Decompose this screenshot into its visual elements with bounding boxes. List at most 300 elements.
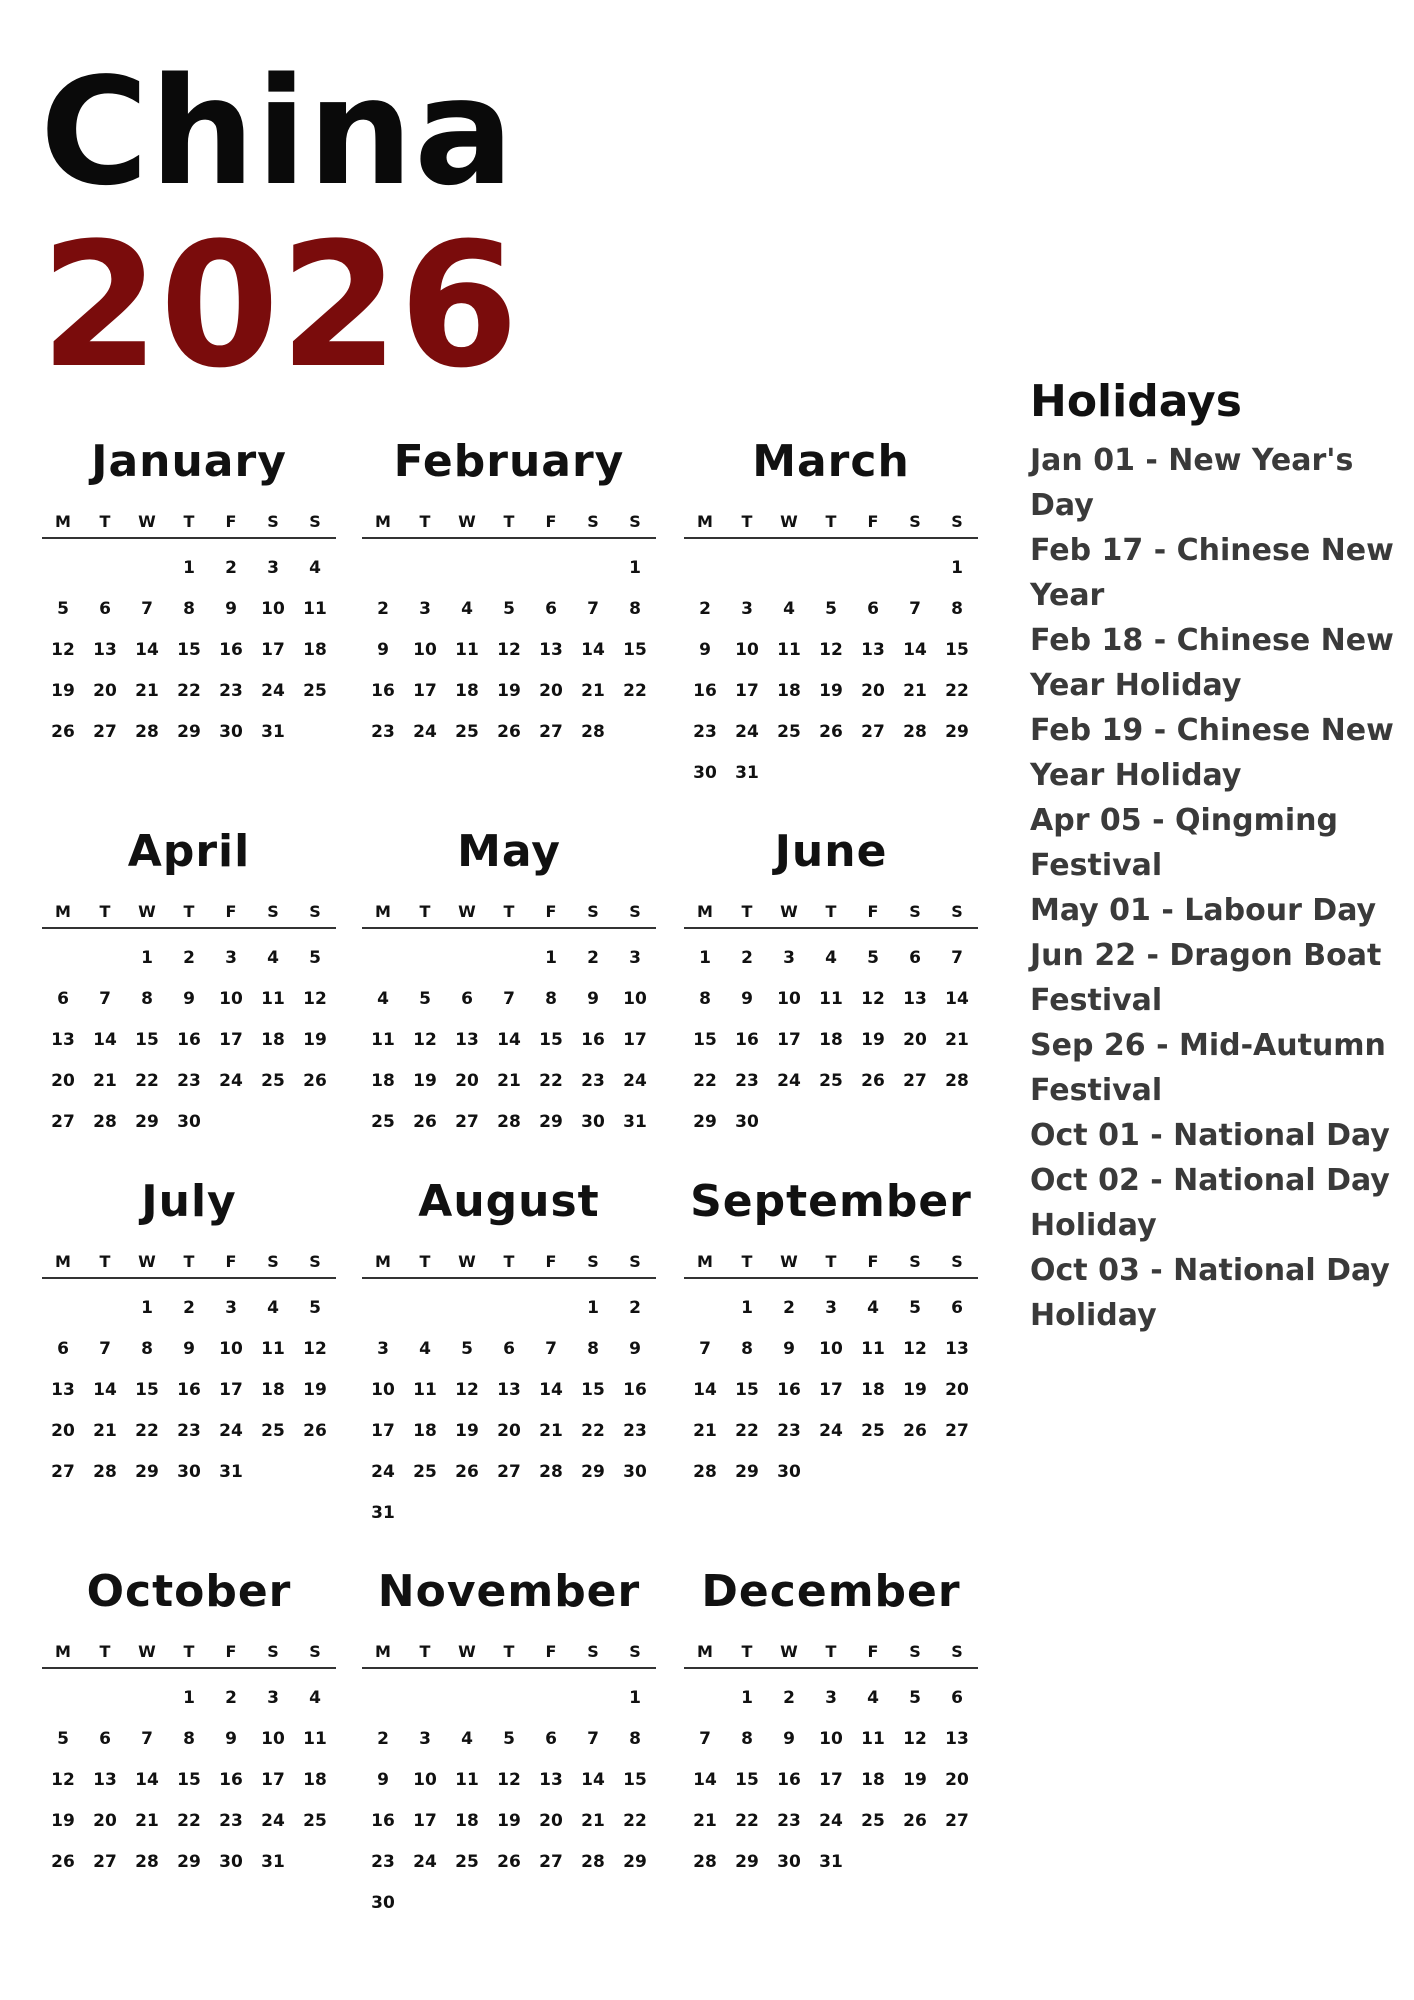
empty-day-cell [726,547,768,588]
day-cell: 1 [141,947,153,968]
day-cell: 21 [693,1420,717,1441]
day-cell: 4 [461,1728,473,1749]
month-name: November [377,1566,641,1617]
empty-day-cell [404,547,446,588]
day-cell: 25 [455,721,479,742]
day-cell: 1 [587,1297,599,1318]
day-cell: 17 [623,1029,647,1050]
day-cell: 12 [51,639,75,660]
weekday-label: S [951,512,963,531]
day-cell: 8 [741,1338,753,1359]
day-cell: 18 [819,1029,843,1050]
day-cell: 15 [539,1029,563,1050]
day-cell: 12 [819,639,843,660]
day-cell: 13 [497,1379,521,1400]
day-cell: 29 [581,1461,605,1482]
day-cell: 27 [93,721,117,742]
weekday-label: T [741,1252,753,1271]
day-cell: 9 [377,1769,389,1790]
day-cell: 27 [945,1810,969,1831]
day-cell: 24 [413,1851,437,1872]
day-cell: 15 [177,1769,201,1790]
day-cell: 11 [861,1338,885,1359]
day-cell: 26 [903,1420,927,1441]
day-cell: 6 [99,598,111,619]
day-cell: 23 [371,1851,395,1872]
day-cell: 22 [135,1070,159,1091]
day-cell: 30 [735,1111,759,1132]
weekday-label: T [99,1642,111,1661]
weekday-label: F [225,1642,237,1661]
day-cell: 5 [309,947,321,968]
month-name: September [690,1176,972,1227]
empty-day-cell [572,1677,614,1718]
day-cell: 17 [219,1379,243,1400]
day-cell: 4 [377,988,389,1009]
day-cell: 5 [909,1687,921,1708]
day-cell: 3 [377,1338,389,1359]
day-cell: 17 [735,680,759,701]
day-cell: 12 [903,1338,927,1359]
day-cell: 18 [455,1810,479,1831]
day-cell: 15 [735,1379,759,1400]
day-cell: 12 [903,1728,927,1749]
day-cell: 1 [183,1687,195,1708]
weekday-label: S [951,1252,963,1271]
day-cell: 20 [497,1420,521,1441]
weekday-label: S [587,1252,599,1271]
day-cell: 25 [261,1420,285,1441]
weekday-label: F [545,1252,557,1271]
weekday-label: T [503,512,515,531]
empty-day-cell [42,1677,84,1718]
day-cell: 17 [413,680,437,701]
empty-day-cell [684,547,726,588]
day-cell: 22 [735,1420,759,1441]
day-cell: 20 [93,1810,117,1831]
day-cell: 23 [777,1420,801,1441]
day-cell: 13 [539,639,563,660]
empty-day-cell [404,1677,446,1718]
day-cell: 3 [225,947,237,968]
day-grid [684,937,978,1142]
empty-day-cell [84,1677,126,1718]
day-cell: 3 [419,598,431,619]
day-cell: 15 [735,1769,759,1790]
month-april [42,826,336,1142]
day-cell: 17 [777,1029,801,1050]
day-cell: 23 [177,1420,201,1441]
day-cell: 8 [629,598,641,619]
day-cell: 25 [777,721,801,742]
day-cell: 25 [861,1420,885,1441]
day-cell: 25 [303,680,327,701]
day-cell: 1 [951,557,963,578]
month-march [684,436,978,793]
day-cell: 25 [819,1070,843,1091]
weekday-label: F [867,1642,879,1661]
day-cell: 26 [497,721,521,742]
day-cell: 29 [177,1851,201,1872]
day-cell: 3 [419,1728,431,1749]
day-grid [42,1287,336,1492]
day-cell: 1 [741,1687,753,1708]
day-cell: 21 [93,1420,117,1441]
day-cell: 20 [51,1420,75,1441]
month-november [362,1566,656,1923]
day-cell: 2 [699,598,711,619]
weekday-label: S [309,1252,321,1271]
weekday-label: T [741,902,753,921]
day-cell: 3 [629,947,641,968]
day-cell: 3 [741,598,753,619]
empty-day-cell [684,1677,726,1718]
day-cell: 8 [587,1338,599,1359]
weekday-label: S [267,1642,279,1661]
day-cell: 4 [867,1297,879,1318]
day-cell: 7 [909,598,921,619]
weekday-label: S [587,1642,599,1661]
day-cell: 4 [309,1687,321,1708]
day-cell: 3 [225,1297,237,1318]
empty-day-cell [42,1287,84,1328]
day-cell: 27 [51,1461,75,1482]
day-cell: 19 [455,1420,479,1441]
day-cell: 14 [497,1029,521,1050]
day-cell: 12 [497,1769,521,1790]
day-cell: 31 [819,1851,843,1872]
day-cell: 11 [261,988,285,1009]
holidays-panel [1030,376,1400,1338]
weekday-label: S [629,902,641,921]
day-cell: 26 [303,1070,327,1091]
day-cell: 10 [371,1379,395,1400]
day-cell: 11 [819,988,843,1009]
day-cell: 14 [693,1769,717,1790]
empty-day-cell [126,1677,168,1718]
day-cell: 4 [309,557,321,578]
day-cell: 19 [903,1769,927,1790]
weekday-label: W [138,512,156,531]
day-grid [684,1287,978,1492]
weekday-label: T [183,902,195,921]
weekday-label: S [267,902,279,921]
day-cell: 27 [539,721,563,742]
day-cell: 24 [219,1420,243,1441]
empty-day-cell [362,1677,404,1718]
day-cell: 3 [825,1687,837,1708]
day-cell: 17 [261,1769,285,1790]
day-cell: 30 [177,1461,201,1482]
weekday-label: W [458,1642,476,1661]
weekday-label: W [458,512,476,531]
weekday-label: T [825,1252,837,1271]
day-cell: 4 [825,947,837,968]
day-cell: 2 [183,1297,195,1318]
day-cell: 2 [225,557,237,578]
day-cell: 31 [371,1502,395,1523]
day-cell: 1 [629,1687,641,1708]
day-grid [42,547,336,752]
day-cell: 28 [581,721,605,742]
day-cell: 22 [735,1810,759,1831]
weekday-label: T [183,1252,195,1271]
day-cell: 10 [777,988,801,1009]
day-cell: 7 [99,1338,111,1359]
day-cell: 2 [377,1728,389,1749]
day-cell: 13 [93,1769,117,1790]
day-cell: 10 [261,598,285,619]
day-cell: 19 [861,1029,885,1050]
holiday-item: Oct 01 - National Day [1030,1118,1390,1153]
day-cell: 25 [455,1851,479,1872]
day-cell: 4 [867,1687,879,1708]
day-cell: 10 [623,988,647,1009]
day-cell: 16 [581,1029,605,1050]
weekday-label: F [225,1252,237,1271]
day-cell: 24 [819,1810,843,1831]
day-cell: 20 [539,1810,563,1831]
day-cell: 12 [51,1769,75,1790]
empty-day-cell [530,547,572,588]
day-cell: 21 [93,1070,117,1091]
weekday-label: F [225,902,237,921]
day-cell: 24 [735,721,759,742]
day-cell: 21 [497,1070,521,1091]
day-cell: 13 [861,639,885,660]
day-cell: 24 [413,721,437,742]
day-cell: 13 [539,1769,563,1790]
holiday-item: Oct 02 - National Day Holiday [1030,1163,1390,1243]
day-cell: 15 [623,1769,647,1790]
day-cell: 27 [945,1420,969,1441]
weekday-label: M [55,1252,71,1271]
weekday-label: F [867,512,879,531]
weekday-header [42,1642,336,1669]
day-cell: 14 [93,1379,117,1400]
day-cell: 30 [777,1851,801,1872]
weekday-label: S [909,1642,921,1661]
weekday-label: T [99,1252,111,1271]
day-cell: 15 [581,1379,605,1400]
weekday-label: T [183,512,195,531]
day-cell: 10 [413,1769,437,1790]
weekday-label: S [587,512,599,531]
day-cell: 27 [497,1461,521,1482]
day-cell: 22 [623,680,647,701]
month-september [684,1176,978,1492]
day-cell: 27 [861,721,885,742]
day-cell: 7 [951,947,963,968]
weekday-label: F [225,512,237,531]
day-cell: 1 [545,947,557,968]
day-cell: 8 [141,1338,153,1359]
day-cell: 10 [261,1728,285,1749]
day-cell: 26 [51,721,75,742]
weekday-label: T [503,902,515,921]
weekday-label: M [375,512,391,531]
country-title: China [40,46,515,218]
day-cell: 11 [413,1379,437,1400]
weekday-label: M [55,512,71,531]
day-cell: 18 [413,1420,437,1441]
weekday-label: T [741,1642,753,1661]
weekday-header [362,1642,656,1669]
weekday-label: S [951,1642,963,1661]
day-cell: 11 [303,1728,327,1749]
month-name: July [141,1176,237,1227]
weekday-header [684,902,978,929]
day-cell: 30 [581,1111,605,1132]
day-cell: 29 [623,1851,647,1872]
day-cell: 14 [903,639,927,660]
weekday-label: W [458,902,476,921]
day-cell: 8 [545,988,557,1009]
day-cell: 22 [539,1070,563,1091]
month-name: January [91,436,287,487]
empty-day-cell [404,1287,446,1328]
day-cell: 2 [783,1297,795,1318]
day-cell: 23 [219,1810,243,1831]
day-cell: 10 [819,1728,843,1749]
empty-day-cell [446,937,488,978]
day-cell: 5 [57,598,69,619]
day-cell: 14 [135,1769,159,1790]
day-cell: 4 [267,947,279,968]
day-cell: 23 [777,1810,801,1831]
day-cell: 5 [57,1728,69,1749]
day-cell: 5 [503,1728,515,1749]
weekday-label: W [138,1642,156,1661]
day-cell: 26 [497,1851,521,1872]
day-cell: 7 [141,1728,153,1749]
day-cell: 21 [135,680,159,701]
weekday-label: W [780,1252,798,1271]
month-name: April [127,826,251,877]
day-cell: 9 [183,988,195,1009]
day-cell: 16 [219,639,243,660]
day-cell: 1 [141,1297,153,1318]
empty-day-cell [362,937,404,978]
weekday-header [42,512,336,539]
day-cell: 29 [135,1111,159,1132]
day-cell: 20 [539,680,563,701]
weekday-header [684,1252,978,1279]
day-cell: 10 [819,1338,843,1359]
month-name: March [752,436,910,487]
day-cell: 6 [461,988,473,1009]
day-cell: 2 [741,947,753,968]
weekday-label: F [545,902,557,921]
empty-day-cell [446,547,488,588]
day-cell: 9 [225,1728,237,1749]
day-cell: 25 [371,1111,395,1132]
day-cell: 5 [309,1297,321,1318]
weekday-label: W [780,512,798,531]
day-cell: 24 [219,1070,243,1091]
day-cell: 15 [945,639,969,660]
day-cell: 22 [581,1420,605,1441]
weekday-label: S [629,1252,641,1271]
empty-day-cell [404,937,446,978]
month-august [362,1176,656,1533]
weekday-header [42,902,336,929]
day-grid [684,547,978,793]
day-cell: 14 [135,639,159,660]
day-cell: 12 [497,639,521,660]
day-cell: 23 [177,1070,201,1091]
day-cell: 18 [861,1769,885,1790]
day-cell: 14 [581,639,605,660]
weekday-label: S [909,902,921,921]
day-cell: 7 [545,1338,557,1359]
empty-day-cell [42,937,84,978]
day-cell: 6 [503,1338,515,1359]
day-cell: 25 [861,1810,885,1831]
day-cell: 12 [455,1379,479,1400]
weekday-header [362,512,656,539]
day-cell: 19 [303,1029,327,1050]
day-cell: 16 [219,1769,243,1790]
day-cell: 28 [497,1111,521,1132]
day-cell: 27 [51,1111,75,1132]
day-cell: 1 [741,1297,753,1318]
day-cell: 22 [945,680,969,701]
month-may [362,826,656,1142]
day-cell: 6 [951,1297,963,1318]
month-february [362,436,656,752]
day-cell: 12 [413,1029,437,1050]
day-cell: 15 [623,639,647,660]
day-cell: 24 [777,1070,801,1091]
day-cell: 10 [219,988,243,1009]
day-cell: 11 [261,1338,285,1359]
empty-day-cell [84,937,126,978]
day-cell: 31 [219,1461,243,1482]
empty-day-cell [42,547,84,588]
holiday-item: Feb 18 - Chinese New Year Holiday [1030,623,1394,703]
weekday-label: M [697,1642,713,1661]
day-cell: 8 [699,988,711,1009]
weekday-header [42,1252,336,1279]
day-cell: 2 [629,1297,641,1318]
empty-day-cell [572,547,614,588]
day-cell: 28 [693,1461,717,1482]
day-cell: 17 [413,1810,437,1831]
day-cell: 6 [57,1338,69,1359]
day-cell: 23 [581,1070,605,1091]
day-cell: 28 [93,1111,117,1132]
empty-day-cell [488,1287,530,1328]
day-cell: 28 [135,721,159,742]
day-cell: 29 [177,721,201,742]
day-cell: 8 [741,1728,753,1749]
day-cell: 6 [909,947,921,968]
day-cell: 17 [819,1379,843,1400]
day-grid [362,547,656,752]
day-cell: 18 [861,1379,885,1400]
day-grid [684,1677,978,1882]
day-cell: 16 [371,680,395,701]
day-cell: 12 [303,988,327,1009]
day-cell: 3 [783,947,795,968]
weekday-label: S [909,1252,921,1271]
day-cell: 20 [93,680,117,701]
weekday-label: S [629,1642,641,1661]
day-cell: 19 [413,1070,437,1091]
weekday-label: T [419,1642,431,1661]
day-cell: 17 [371,1420,395,1441]
